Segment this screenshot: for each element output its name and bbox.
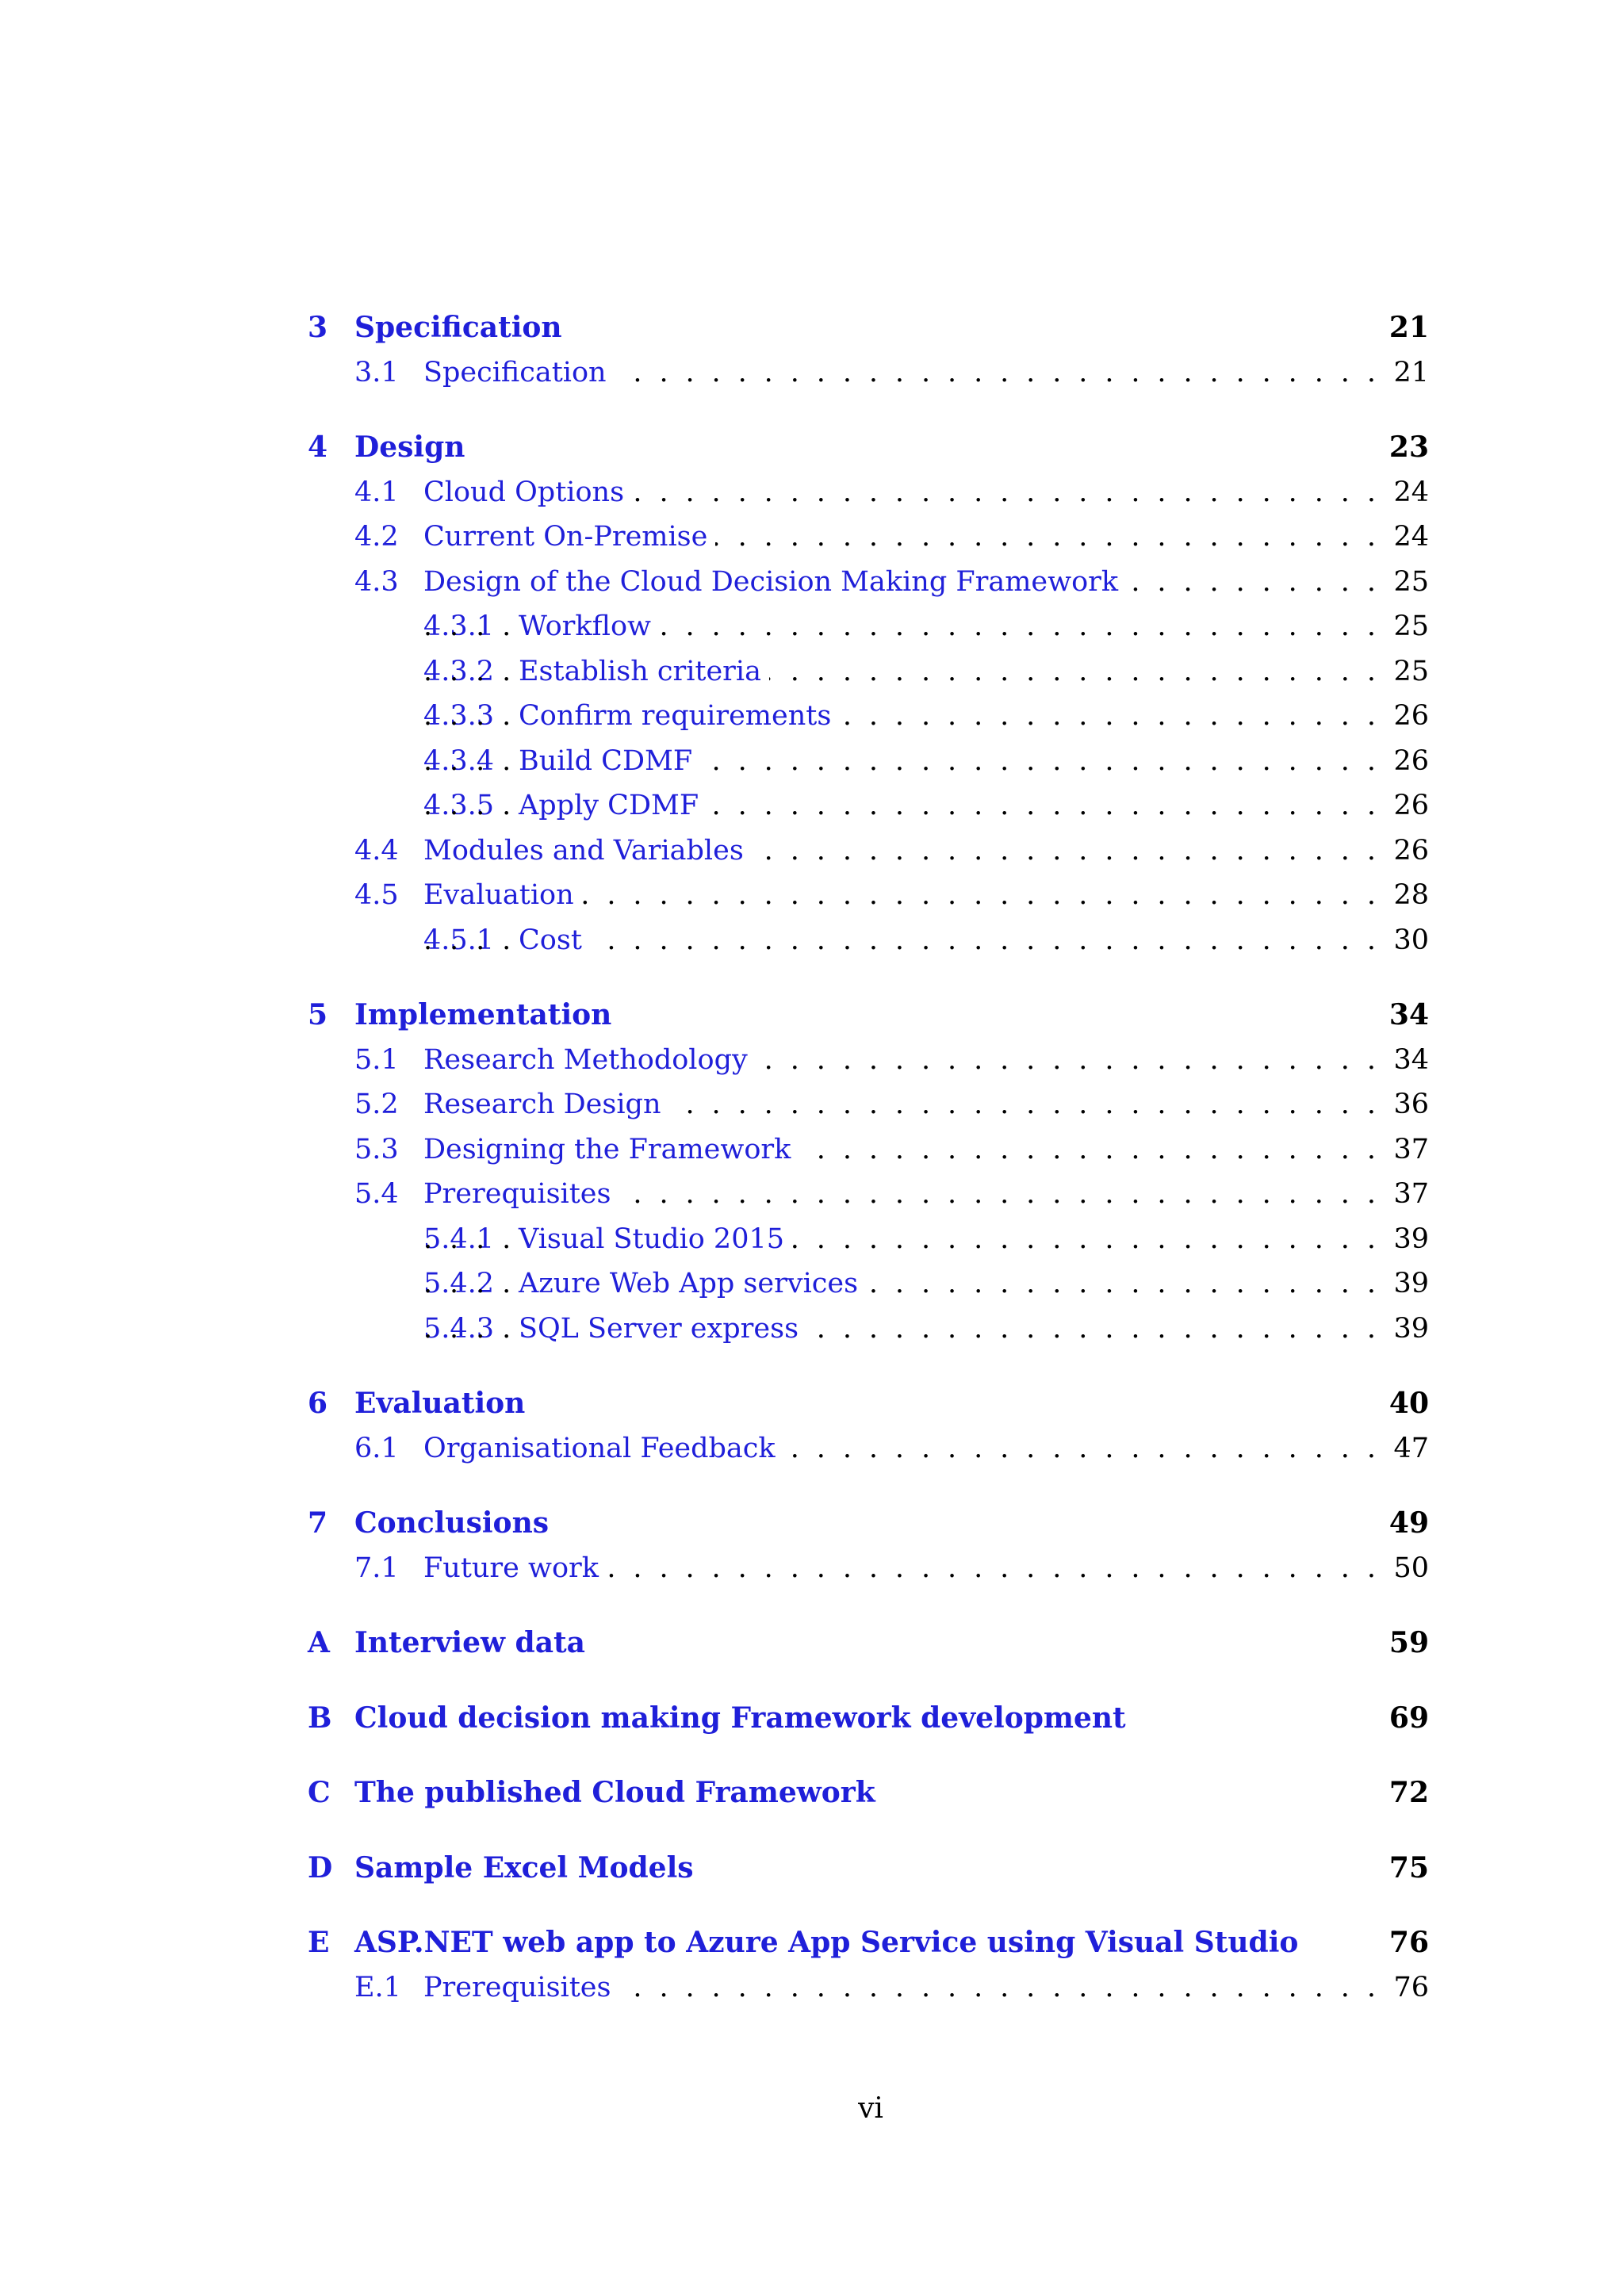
subsection-page-number: 26 bbox=[1393, 744, 1429, 777]
subsection-page-number: 26 bbox=[1393, 700, 1429, 732]
toc-subsection-4-3-1[interactable] bbox=[308, 604, 1432, 649]
subsection-number: 4.3.1 bbox=[423, 610, 495, 642]
subsection-number: 4.5.1 bbox=[423, 924, 495, 956]
subsection-number: 4.3.5 bbox=[423, 790, 495, 821]
chapter-number: 3 bbox=[308, 311, 328, 344]
subsection-page-number: 39 bbox=[1393, 1312, 1429, 1345]
toc-subsection-5-4-3[interactable] bbox=[308, 1307, 1432, 1352]
toc-section-4-1[interactable] bbox=[308, 470, 1432, 515]
subsection-title-link[interactable]: Workflow bbox=[519, 604, 659, 649]
section-number: 5.1 bbox=[354, 1043, 399, 1076]
subsection-number: 5.4.3 bbox=[423, 1312, 495, 1345]
toc-chapter-6[interactable] bbox=[308, 1381, 1432, 1426]
section-number: 4.2 bbox=[354, 521, 399, 553]
toc-chapter-7[interactable] bbox=[308, 1501, 1432, 1546]
subsection-page-number: 39 bbox=[1393, 1223, 1429, 1255]
chapter-number: 4 bbox=[308, 430, 328, 464]
section-page-number: 26 bbox=[1393, 834, 1429, 867]
page-number-footer: vi bbox=[858, 2092, 883, 2125]
section-number: 6.1 bbox=[354, 1432, 399, 1464]
section-title-link[interactable]: Specification bbox=[423, 350, 615, 395]
appendix-title-link[interactable]: Interview data bbox=[354, 1626, 585, 1659]
appendix-page-number: 75 bbox=[1388, 1850, 1429, 1885]
toc-subsection-4-3-4[interactable] bbox=[308, 739, 1432, 784]
subsection-page-number: 30 bbox=[1393, 924, 1429, 956]
subsection-title-link[interactable]: Confirm requirements bbox=[519, 694, 839, 738]
chapter-page-number: 23 bbox=[1388, 430, 1429, 464]
section-title-link[interactable]: Future work bbox=[423, 1546, 607, 1590]
subsection-page-number: 25 bbox=[1393, 610, 1429, 642]
appendix-title-link[interactable]: The published Cloud Framework bbox=[354, 1776, 875, 1809]
section-title-link[interactable]: Design of the Cloud Decision Making Framework bbox=[423, 560, 1126, 604]
subsection-page-number: 26 bbox=[1393, 790, 1429, 821]
appendix-page-number: 72 bbox=[1388, 1776, 1429, 1809]
chapter-page-number: 34 bbox=[1388, 998, 1429, 1031]
section-title-link[interactable]: Designing the Framework bbox=[423, 1127, 799, 1172]
chapter-number: 7 bbox=[308, 1506, 328, 1540]
section-title-link[interactable]: Evaluation bbox=[423, 873, 582, 917]
section-title-link[interactable]: Modules and Variables bbox=[423, 828, 752, 873]
section-page-number: 25 bbox=[1393, 565, 1429, 598]
appendix-letter: E bbox=[308, 1926, 330, 1959]
section-page-number: 50 bbox=[1393, 1552, 1429, 1584]
chapter-title-link[interactable]: Conclusions bbox=[354, 1506, 550, 1540]
toc-subsection-4-3-3[interactable] bbox=[308, 694, 1432, 739]
toc-section-4-5[interactable] bbox=[308, 873, 1432, 918]
chapter-title-link[interactable]: Specification bbox=[354, 311, 562, 344]
section-page-number: 47 bbox=[1393, 1432, 1429, 1464]
section-title-link[interactable]: Prerequisites bbox=[423, 1965, 619, 2010]
section-number: 5.3 bbox=[354, 1133, 399, 1165]
section-number: E.1 bbox=[354, 1971, 401, 2003]
section-number: 3.1 bbox=[354, 356, 399, 388]
appendix-page-number: 69 bbox=[1388, 1701, 1429, 1735]
toc-subsection-4-5-1[interactable] bbox=[308, 918, 1432, 963]
toc-section-5-2[interactable] bbox=[308, 1082, 1432, 1127]
toc-subsection-4-3-5[interactable] bbox=[308, 783, 1432, 828]
toc-section-5-1[interactable] bbox=[308, 1038, 1432, 1083]
subsection-number: 5.4.2 bbox=[423, 1268, 495, 1299]
appendix-page-number: 59 bbox=[1388, 1626, 1429, 1659]
subsection-number: 4.3.4 bbox=[423, 744, 495, 777]
subsection-number: 4.3.2 bbox=[423, 655, 495, 687]
section-number: 7.1 bbox=[354, 1552, 399, 1584]
section-number: 4.1 bbox=[354, 476, 399, 508]
section-page-number: 36 bbox=[1393, 1089, 1429, 1120]
subsection-title-link[interactable]: Build CDMF bbox=[519, 739, 700, 783]
subsection-title-link[interactable]: Apply CDMF bbox=[519, 783, 707, 828]
section-number: 5.4 bbox=[354, 1178, 399, 1210]
subsection-title-link[interactable]: SQL Server express bbox=[519, 1307, 806, 1351]
section-title-link[interactable]: Prerequisites bbox=[423, 1172, 619, 1216]
toc-chapter-3[interactable] bbox=[308, 305, 1432, 350]
subsection-number: 4.3.3 bbox=[423, 700, 495, 732]
toc-section-7-1[interactable] bbox=[308, 1546, 1432, 1591]
toc-chapter-4[interactable] bbox=[308, 425, 1432, 470]
appendix-title-link[interactable]: Cloud decision making Framework development bbox=[354, 1701, 1126, 1735]
subsection-title-link[interactable]: Azure Web App services bbox=[519, 1261, 866, 1306]
section-page-number: 37 bbox=[1393, 1133, 1429, 1165]
toc-section-4-2[interactable] bbox=[308, 515, 1432, 560]
section-page-number: 37 bbox=[1393, 1178, 1429, 1210]
toc-subsection-5-4-1[interactable] bbox=[308, 1217, 1432, 1262]
toc-section-5-3[interactable] bbox=[308, 1127, 1432, 1173]
chapter-page-number: 40 bbox=[1388, 1387, 1429, 1420]
section-title-link[interactable]: Research Design bbox=[423, 1082, 668, 1127]
appendix-letter: D bbox=[308, 1850, 333, 1885]
section-page-number: 24 bbox=[1393, 521, 1429, 553]
table-of-contents bbox=[308, 305, 1432, 2010]
toc-section-e-1[interactable] bbox=[308, 1965, 1432, 2011]
appendix-page-number: 76 bbox=[1388, 1926, 1429, 1959]
chapter-number: 6 bbox=[308, 1387, 328, 1420]
section-number: 5.2 bbox=[354, 1089, 399, 1120]
appendix-title-link[interactable]: ASP.NET web app to Azure App Service using Visual Studio bbox=[354, 1926, 1299, 1959]
appendix-letter: A bbox=[308, 1626, 330, 1659]
section-page-number: 34 bbox=[1393, 1043, 1429, 1076]
chapter-number: 5 bbox=[308, 998, 328, 1031]
section-number: 4.3 bbox=[354, 565, 399, 598]
toc-appendix-b[interactable] bbox=[308, 1696, 1432, 1741]
section-number: 4.4 bbox=[354, 834, 399, 867]
section-title-link[interactable]: Research Methodology bbox=[423, 1038, 756, 1082]
toc-chapter-5[interactable] bbox=[308, 993, 1432, 1038]
appendix-title-link[interactable]: Sample Excel Models bbox=[354, 1850, 694, 1885]
section-page-number: 24 bbox=[1393, 476, 1429, 508]
appendix-letter: B bbox=[308, 1701, 332, 1735]
subsection-title-link[interactable]: Cost bbox=[519, 918, 590, 962]
chapter-title-link[interactable]: Evaluation bbox=[354, 1387, 526, 1420]
toc-section-4-4[interactable] bbox=[308, 828, 1432, 874]
subsection-number: 5.4.1 bbox=[423, 1223, 495, 1255]
toc-section-6-1[interactable] bbox=[308, 1426, 1432, 1471]
subsection-page-number: 25 bbox=[1393, 655, 1429, 687]
chapter-page-number: 49 bbox=[1388, 1506, 1429, 1540]
toc-section-5-4[interactable] bbox=[308, 1172, 1432, 1217]
section-title-link[interactable]: Current On-Premise bbox=[423, 515, 715, 559]
toc-appendix-d[interactable] bbox=[308, 1846, 1432, 1891]
section-title-link[interactable]: Cloud Options bbox=[423, 470, 632, 515]
subsection-title-link[interactable]: Establish criteria bbox=[519, 649, 769, 694]
chapter-title-link[interactable]: Implementation bbox=[354, 998, 612, 1031]
toc-subsection-4-3-2[interactable] bbox=[308, 649, 1432, 695]
toc-section-4-3[interactable] bbox=[308, 560, 1432, 605]
toc-subsection-5-4-2[interactable] bbox=[308, 1261, 1432, 1307]
section-number: 4.5 bbox=[354, 879, 399, 911]
subsection-page-number: 39 bbox=[1393, 1268, 1429, 1299]
section-title-link[interactable]: Organisational Feedback bbox=[423, 1426, 783, 1471]
toc-section-3-1[interactable] bbox=[308, 350, 1432, 396]
toc-appendix-c[interactable] bbox=[308, 1770, 1432, 1816]
section-page-number: 76 bbox=[1393, 1971, 1429, 2003]
subsection-title-link[interactable]: Visual Studio 2015 bbox=[519, 1217, 792, 1261]
section-page-number: 28 bbox=[1393, 879, 1429, 911]
section-page-number: 21 bbox=[1393, 356, 1429, 388]
toc-appendix-e[interactable] bbox=[308, 1920, 1432, 1965]
toc-appendix-a[interactable] bbox=[308, 1621, 1432, 1666]
chapter-title-link[interactable]: Design bbox=[354, 430, 465, 464]
appendix-letter: C bbox=[308, 1776, 331, 1809]
chapter-page-number: 21 bbox=[1388, 311, 1429, 344]
